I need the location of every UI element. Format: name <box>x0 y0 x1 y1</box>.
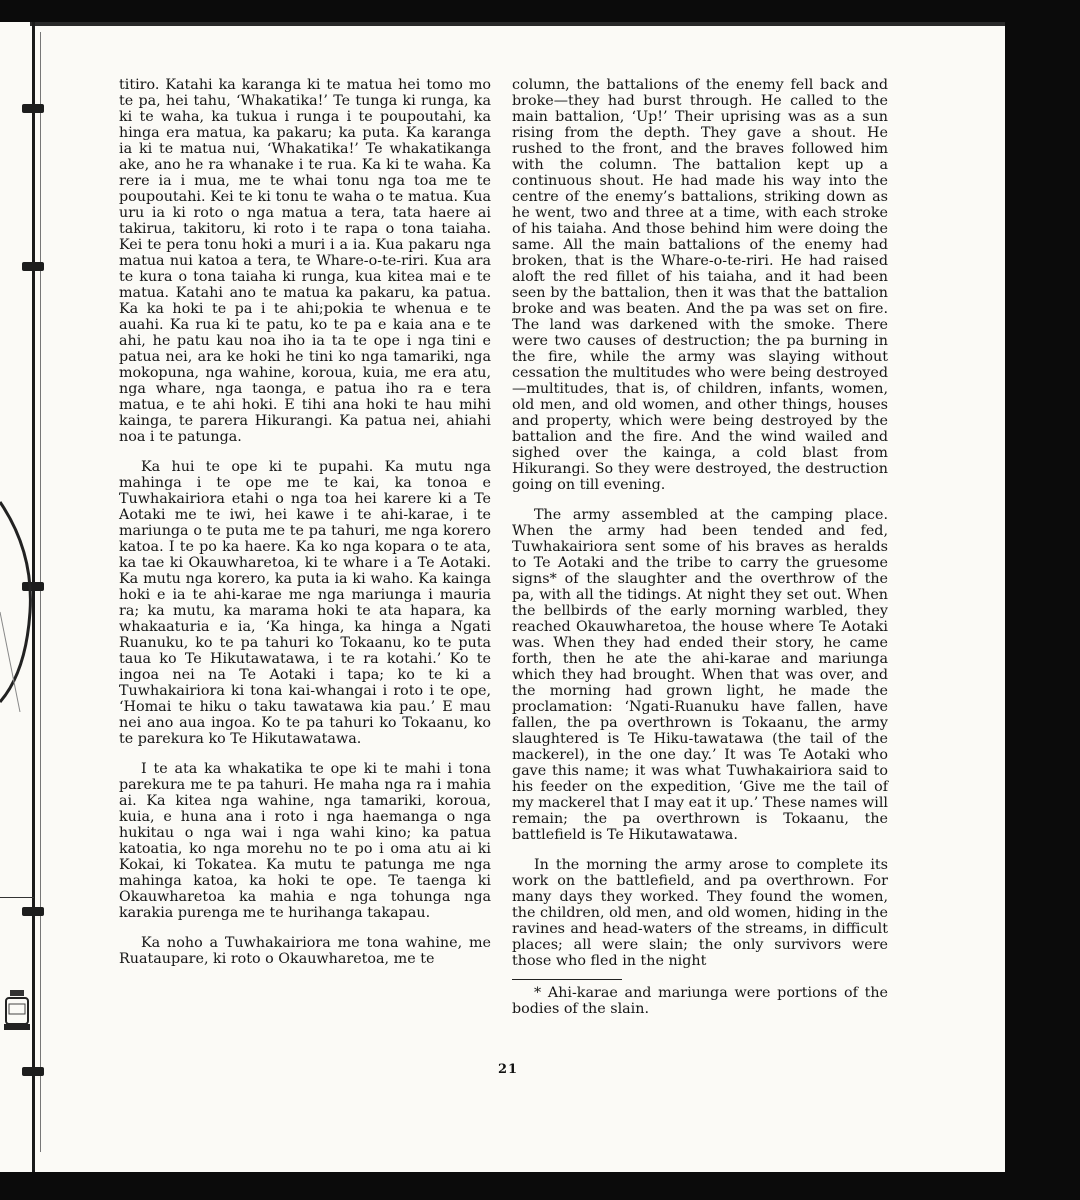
binding-inner-line <box>40 32 41 1152</box>
english-text-column <box>512 77 888 1031</box>
margin-mark <box>0 897 34 898</box>
binding-staple <box>22 262 44 271</box>
footnote: * Ahi-karae and mariunga were portions of the bodies of the slain. <box>512 985 888 1017</box>
paragraph: Ka hui te ope ki te pupahi. Ka mutu nga mahinga i te ope me te kai, ka tonoa e Tuwhakairiora etahi o nga toa hei karere ki a Te Aotaki me te iwi, hei kawe i te ahi-karae, i te mariunga o te puta me te pa tahuri, me nga korero katoa. I te po ka haere. Ka ko nga kopara o te ata, ka tae ki Okauwharetoa, ki te whare i a Te Aotaki. Ka mutu nga korero, ka puta ia ki waho. Ka kainga hoki e ia te ahi-karae me nga mariunga i mauria ra; ka mutu, ka marama hoki te ata hapara, ka whakaaturia e ia, ‘Ka hinga, ka hinga a Ngati Ruanuku, ko te pa tahuri ko Tokaanu, ko te puta taua ko Te Hikutawatawa, i te ra kotahi.’ Ko te ingoa nei na Te Aotaki i tapa; ko te ki a Tuwhakairiora ki tona kai-whangai i roto i te ope, ‘Homai te hiku o taku tawatawa kia pau.’ E mau nei ano aua ingoa. Ko te pa tahuri ko Tokaanu, ko te parekura ko Te Hikutawatawa. <box>119 459 491 747</box>
footnote-rule <box>512 979 622 980</box>
paragraph: The army assembled at the camping place. When the army had been tended and fed, Tuwhakairiora sent some of his braves as heralds to Te Aotaki and the tribe to carry the gruesome signs* of the slaughter and the overthrow of the pa, with all the tidings. At night they set out. When the bellbirds of the early morning warbled, they reached Okauwharetoa, the house where Te Aotaki was. When they had ended their story, he came forth, then he ate the ahi-karae and mariunga which they had brought. When that was over, and the morning had grown light, he made the proclamation: ‘Ngati-Ruanuku have fallen, have fallen, the pa overthrown is Tokaanu, the army slaughtered is Te Hiku-tawatawa (the tail of the mackerel), in the one day.’ It was Te Aotaki who gave this name; it was what Tuwhakairiora said to his feeder on the expedition, ‘Give me the tail of my mackerel that I may eat it up.’ These names will remain; the pa overthrown is Tokaanu, the battlefield is Te Hikutawatawa. <box>512 507 888 843</box>
top-edge-line <box>30 22 1005 26</box>
binding-staple <box>22 907 44 916</box>
paragraph: Ka noho a Tuwhakairiora me tona wahine, me Ruataupare, ki roto o Okauwharetoa, me te <box>119 935 491 967</box>
maori-text-column <box>119 77 491 981</box>
paragraph: titiro. Katahi ka karanga ki te matua hei tomo mo te pa, hei tahu, ‘Whakatika!’ Te tunga ki runga, ka ki te waha, ka tukua i runga i te poupoutahi, ka hinga era matua, ka pakaru; ka puta. Ka karanga ia ki te matua nui, ‘Whakatika!’ Te whakatikanga ake, ano he ra whanake i te rua. Ka ki te waha. Ka rere ia i mua, me te whai tonu nga toa me te poupoutahi. Kei te ki tonu te waha o te matua. Kua uru ia ki roto o nga matua a tera, tata haere ai takirua, takitoru, ki roto i te rapa o tona taiaha. Kei te pera tonu hoki a muri i a ia. Kua pakaru nga matua nui katoa a tera, te Whare-o-te-riri. Kua ara te kura o tona taiaha ki runga, kua kitea mai e te matua. Katahi ano te matua ka pakaru, ka patua. Ka ka hoki te pa i te ahi;pokia te whenua e te auahi. Ka rua ki te patu, ko te pa e kaia ana e te ahi, he patu kau noa iho ia ta te ope i nga tini e patua nei, ara ke hoki he tini ko nga tamariki, nga mokopuna, nga wahine, koroua, kuia, me era atu, nga whare, nga taonga, e patua iho ra e tera matua, e te ahi hoki. E tihi ana hoki te hau mihi kainga, te parera Hikurangi. Ka patua nei, ahiahi noa i te patunga. <box>119 77 491 445</box>
paragraph: column, the battalions of the enemy fell back and broke—they had burst through. He called to the main battalion, ‘Up!’ Their uprising was as a sun rising from the depth. They gave a shout. He rushed to the front, and the braves followed him with the column. The battalion kept up a continuous shout. He had made his way into the centre of the enemy’s battalions, striking down as he went, two and three at a time, with each stroke of his taiaha. And those behind him were doing the same. All the main battalions of the enemy had broken, that is the Whare-o-te-riri. He had raised aloft the red fillet of his taiaha, and it had been seen by the battalion, then it was that the battalion broke and was beaten. And the pa was set on fire. The land was darkened with the smoke. There were two causes of destruction; the pa burning in the fire, while the army was slaying without cessation the multitudes who were being destroyed—multitudes, that is, of children, infants, women, old men, and old women, and other things, houses and property, which were being destroyed by the battalion and the fire. And the wind wailed and sighed over the kainga, a cold blast from Hikurangi. So they were destroyed, the destruction going on till evening. <box>512 77 888 493</box>
binding-staple <box>22 1067 44 1076</box>
decorative-arc-icon <box>0 492 36 712</box>
scanned-page <box>0 22 1005 1172</box>
paragraph: I te ata ka whakatika te ope ki te mahi i tona parekura me te pa tahuri. He maha nga ra i mahia ai. Ka kitea nga wahine, nga tamariki, koroua, kuia, e huna ana i roto i nga haemanga o nga hukitau o nga wai i nga wahi kino; ka patua katoatia, ko nga morehu no te po i oma atu ai ki Kokai, ki Tokatea. Ka mutu te patunga me nga mahinga katoa, ka hoki te ope. Te taenga ki Okauwharetoa ka mahia e nga tohunga nga karakia purenga me te hurihanga takapau. <box>119 761 491 921</box>
page-number: 21 <box>498 1062 519 1077</box>
inkpot-icon <box>4 988 30 1032</box>
binding-staple <box>22 104 44 113</box>
paragraph: In the morning the army arose to complete its work on the battlefield, and pa overthrown. For many days they worked. They found the women, the children, old men, and old women, hiding in the ravines and head-waters of the streams, in difficult places; all were slain; the only survivors were those who fled in the night <box>512 857 888 969</box>
